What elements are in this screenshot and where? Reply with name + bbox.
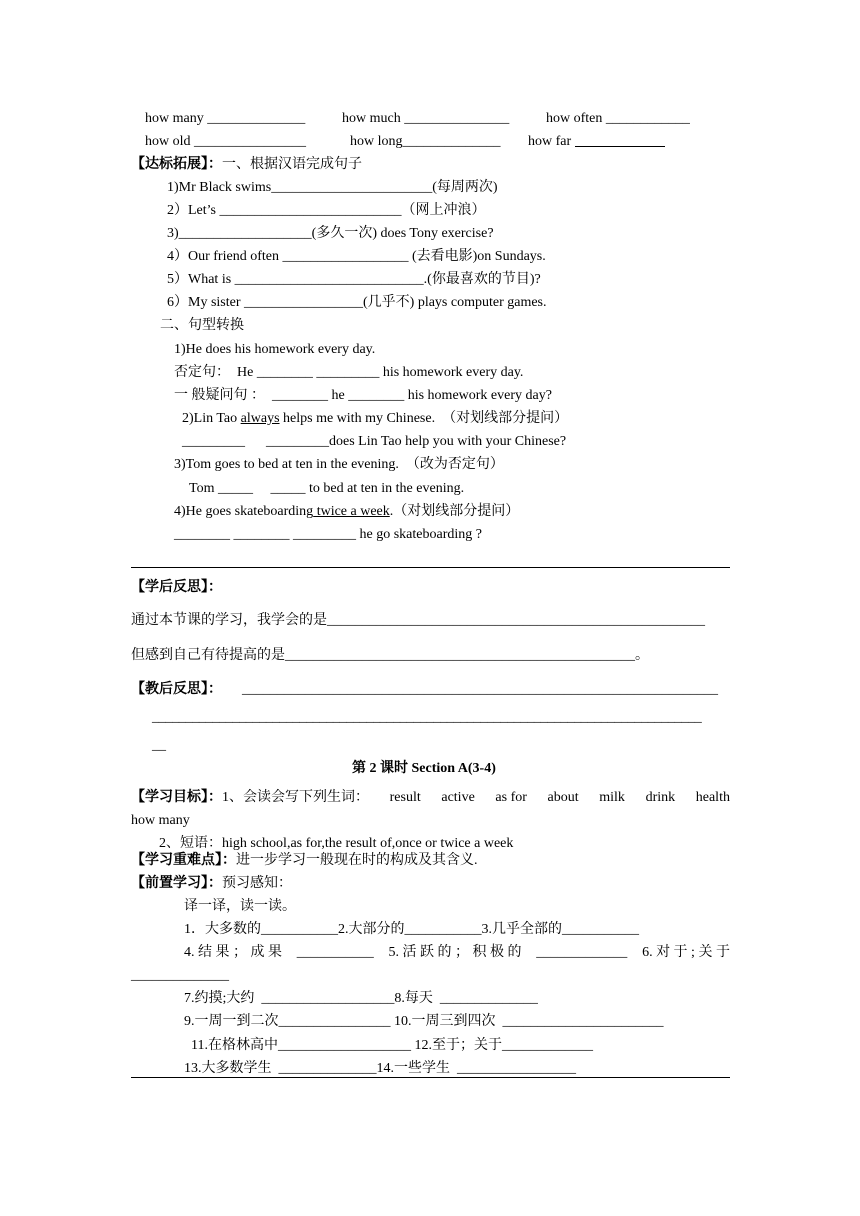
- sentence-5: 5）What is ___________________________.(你最喜欢的节目)?: [167, 272, 541, 287]
- sentence-1: 1)Mr Black swims_______________________(每周两次): [167, 180, 498, 195]
- transform-4: 4)He goes skateboarding twice a week.（对划线部分提问）: [174, 504, 520, 519]
- goals-words-cont: how many: [131, 813, 190, 828]
- extension-heading: 【达标拓展】：一、根据汉语完成句子: [131, 157, 362, 172]
- divider-top: [131, 567, 730, 568]
- sentence-4: 4）Our friend often __________________ (去看电影)on Sundays.: [167, 249, 546, 264]
- sentence-6: 6）My sister _________________(几乎不) plays computer games.: [167, 295, 547, 310]
- translate-row-2-cont: ______________: [131, 968, 229, 983]
- vocab-how-far: how far: [528, 133, 665, 151]
- translate-row-3: 7.约摸;大约 ___________________8.每天 ______________: [184, 991, 538, 1006]
- transform-1-negative: 否定句： He ________ _________ his homework every day.: [174, 365, 524, 380]
- transform-2: 2)Lin Tao always helps me with my Chinese. （对划线部分提问）: [182, 411, 569, 426]
- vocab-how-long: how long______________: [350, 134, 501, 149]
- vocab-how-much: how much _______________: [342, 111, 510, 126]
- sentence-2: 2）Let’s __________________________（网上冲浪）: [167, 203, 486, 218]
- goals-phrases: 2、短语：high school,as for,the result of,once or twice a week: [159, 836, 514, 851]
- translate-row-2: 4. 结 果 ； 成 果 ___________ 5. 活 跃 的 ； 积 极 的 _____________ 6. 对 于 ; 关 于: [184, 945, 730, 960]
- vocab-how-often: how often ____________: [546, 111, 690, 126]
- transform-3-answer: Tom _____ _____ to bed at ten in the evening.: [189, 481, 465, 496]
- vocab-how-old: how old ________________: [145, 134, 306, 149]
- transform-1-question: 一 般疑问句 ： ________ he ________ his homework every day?: [174, 388, 552, 403]
- goals-line: 【学习目标】：1、会读会写下列生词： result active as for about milk drink health: [131, 790, 730, 805]
- pre-study: 【前置学习】：预习感知：: [131, 876, 292, 891]
- translate-title: 译一译，读一读。: [184, 899, 296, 914]
- teacher-line-3: __: [152, 738, 166, 753]
- reflection-improve: 但感到自己有待提高的是__________________________________________________。: [131, 648, 649, 663]
- translate-row-6: 13.大多数学生 ______________14.一些学生 _________________: [184, 1061, 576, 1076]
- translate-row-1: 1．大多数的___________2.大部分的___________3.几乎全部的___________: [184, 922, 639, 937]
- sentence-3: 3)___________________(多久一次) does Tony exercise?: [167, 226, 494, 241]
- divider-bottom: [131, 1077, 730, 1078]
- translate-row-4: 9.一周一到二次________________ 10.一周三到四次 _______________________: [184, 1014, 664, 1029]
- vocab-how-many: how many ______________: [145, 111, 306, 126]
- extension-part-two: 二、句型转换: [160, 318, 244, 333]
- key-points: 【学习重难点】：进一步学习一般现在时的构成及其含义.: [131, 853, 478, 868]
- reflection-heading: 【学后反思】：: [131, 580, 222, 595]
- transform-1: 1)He does his homework every day.: [174, 342, 376, 357]
- transform-3: 3)Tom goes to bed at ten in the evening. （改为否定句）: [174, 457, 504, 472]
- teacher-reflection: 【教后反思】： ____________________________________________________________________: [131, 682, 718, 697]
- reflection-learned: 通过本节课的学习，我学会的是______________________________________________________: [131, 613, 705, 628]
- transform-4-answer: ________ ________ _________ he go skateboarding ?: [174, 527, 482, 542]
- lesson-title: 第 2 课时 Section A(3-4): [352, 761, 496, 776]
- transform-2-answer: _________ _________does Lin Tao help you with your Chinese?: [182, 434, 567, 449]
- teacher-line-2: __________________________________________________________________________________: [152, 710, 702, 725]
- translate-row-5: 11.在格林高中___________________ 12.至于；关于_____________: [191, 1038, 593, 1053]
